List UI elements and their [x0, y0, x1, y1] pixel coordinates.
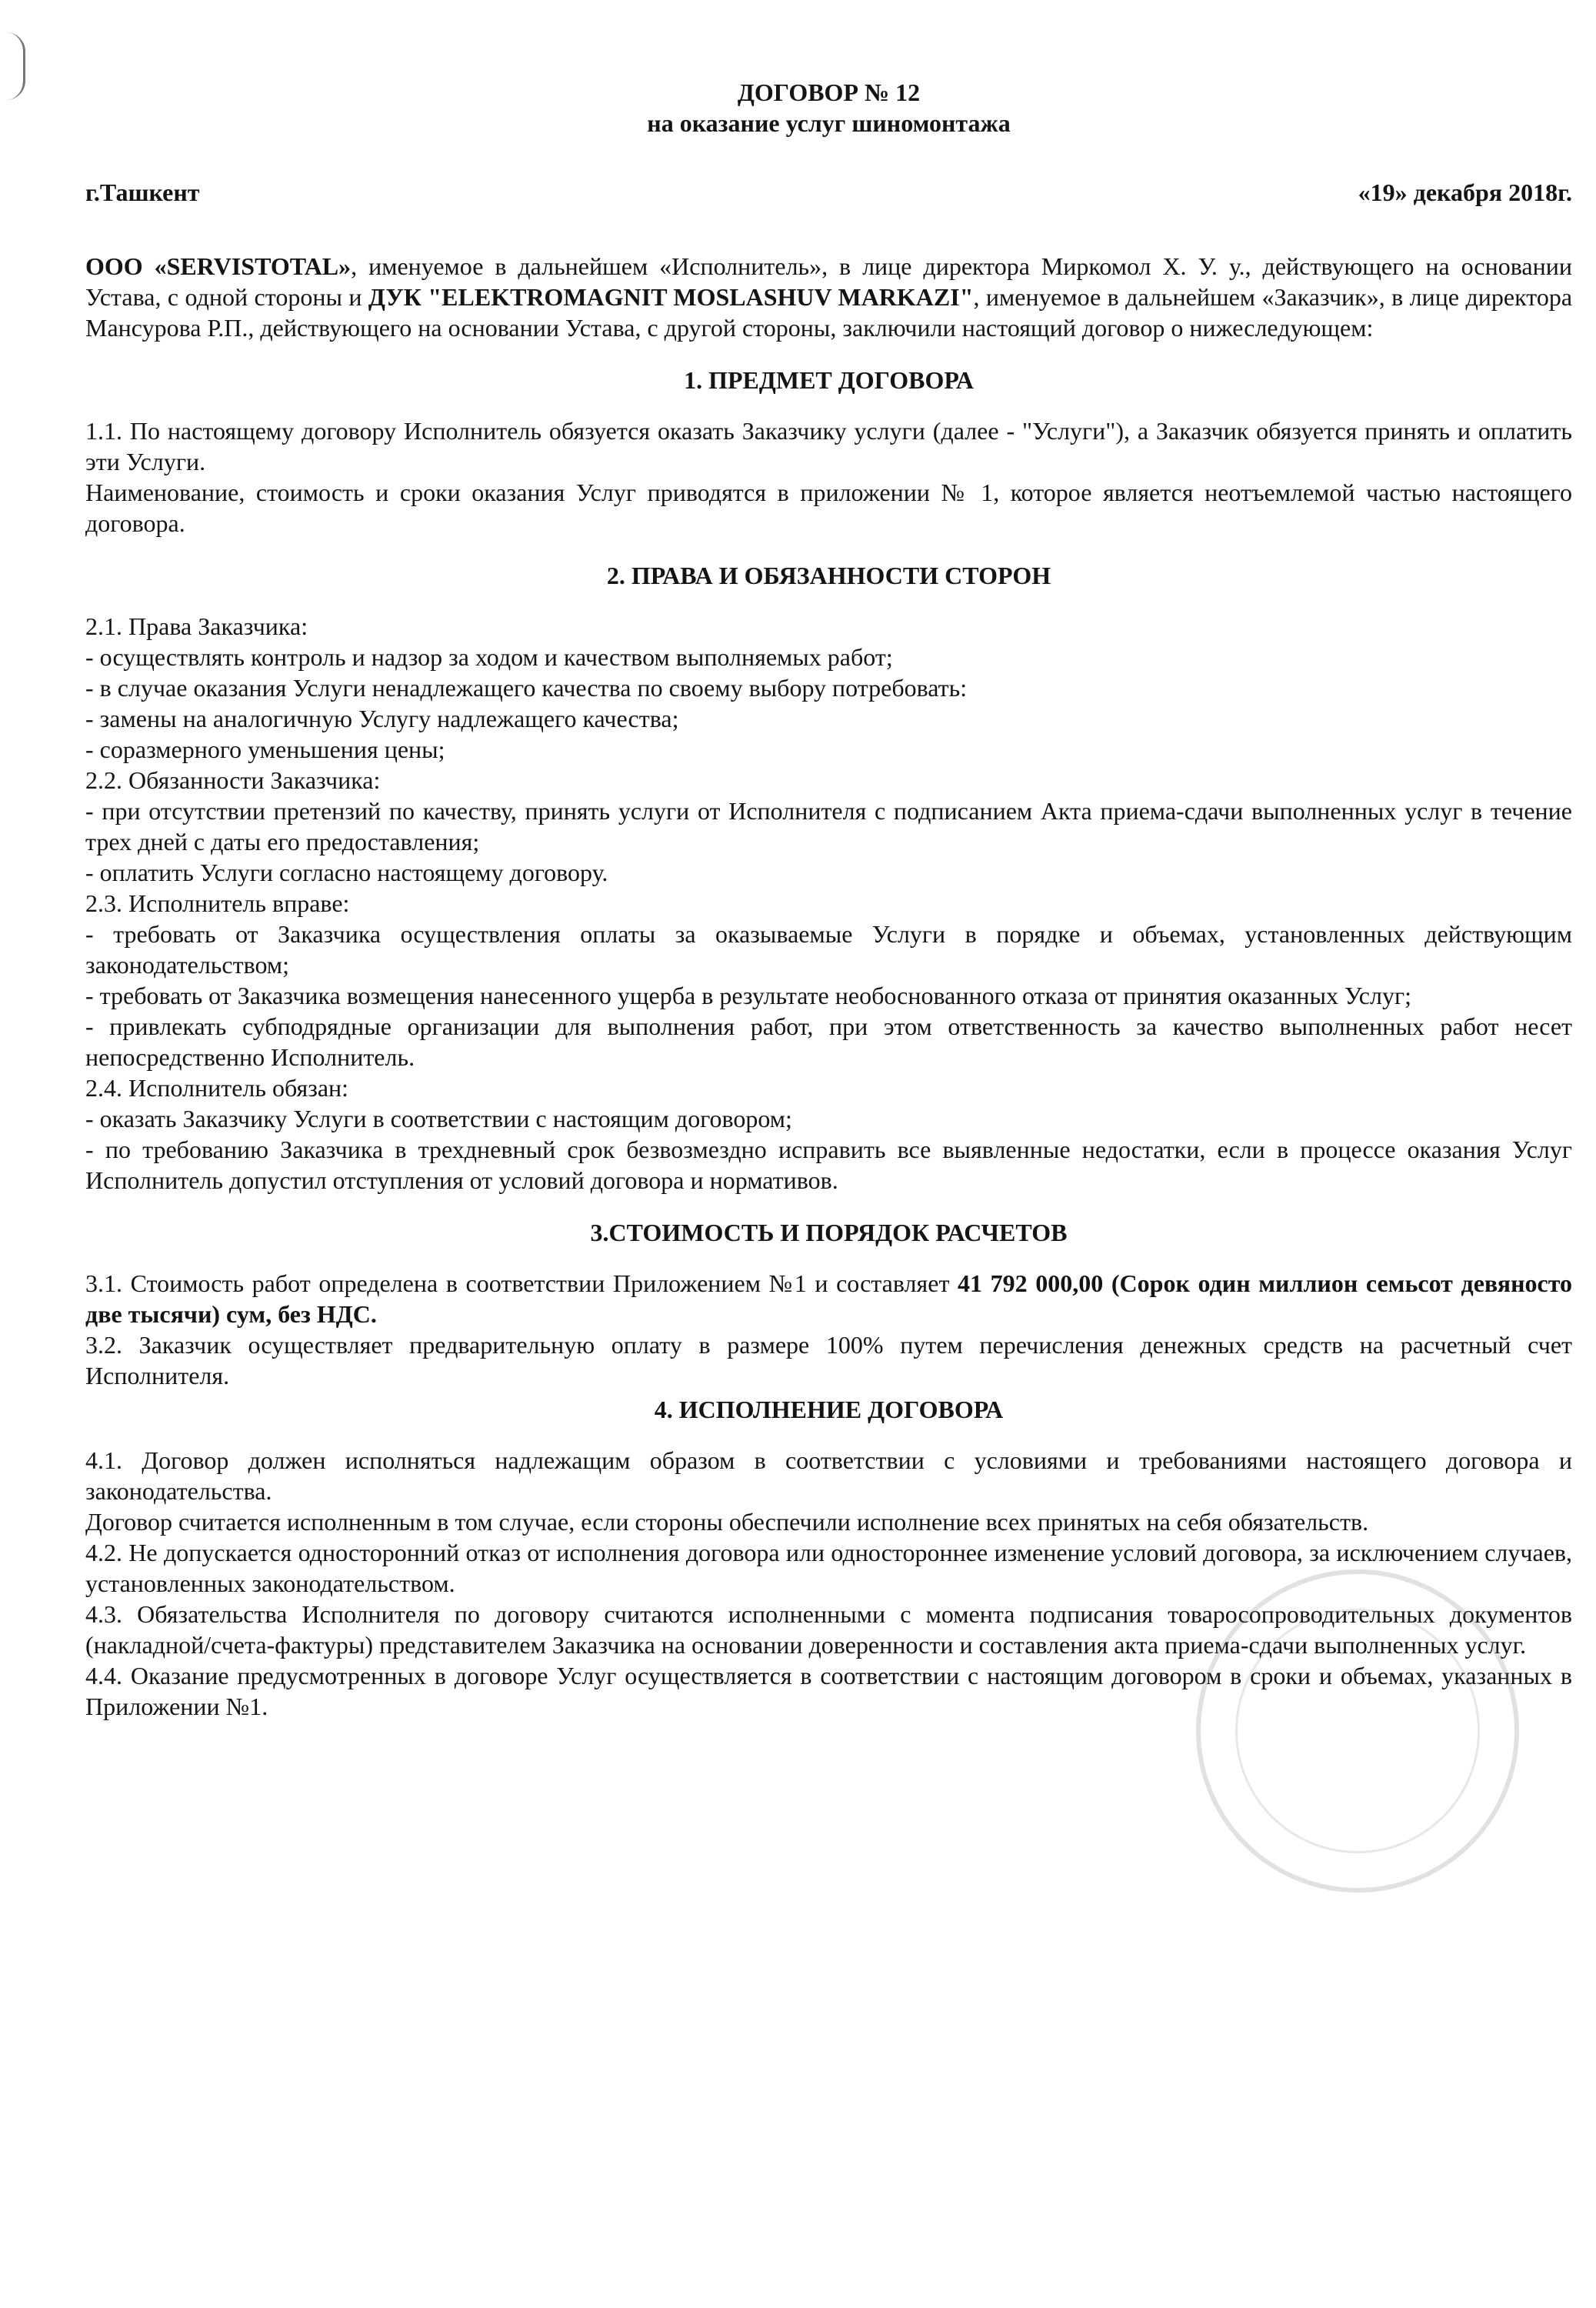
section-2-line: - оплатить Услуги согласно настоящему договору. [85, 859, 608, 886]
section-4-line: 4.1. Договор должен исполняться надлежащим образом в соответствии с условиями и требованиями настоящего договора и законодательства. [85, 1446, 1572, 1505]
party2-name: ДУК "ELEKTROMAGNIT MOSLASHUV MARKAZI" [368, 283, 974, 311]
preamble-text-1: , именуемое в дальнейшем «Исполнитель», в лице директора Миркомол Х. У. у., действующего на основании Устава, с одной стороны и [85, 252, 1573, 311]
company-stamp [1196, 1569, 1519, 1893]
section-2-line: 2.3. Исполнитель вправе: [85, 889, 350, 917]
section-2-line: - требовать от Заказчика возмещения нанесенного ущерба в результате необоснованного отказа от принятия оказанных Услуг; [85, 982, 1411, 1009]
section-4-title: 4. ИСПОЛНЕНИЕ ДОГОВОРА [654, 1396, 1004, 1423]
section-3-title: 3.СТОИМОСТЬ И ПОРЯДОК РАСЧЕТОВ [590, 1219, 1068, 1246]
scan-edge-mark [6, 32, 25, 100]
section-3-paragraph-2: 3.2. Заказчик осуществляет предварительную оплату в размере 100% путем перечисления денежных средств на расчетный счет Исполнителя. [85, 1331, 1572, 1389]
section-3-paragraph-1 [85, 1268, 1572, 1329]
section-2-line: - соразмерного уменьшения цены; [85, 735, 445, 763]
section-1-paragraph: 1.1. По настоящему договору Исполнитель обязуется оказать Заказчику услуги (далее - "Услуги"), а Заказчик обязуется принять и оплатить эти Услуги. [85, 417, 1572, 475]
section-4-line: 4.2. Не допускается односторонний отказ от исполнения договора или одностороннее изменение условий договора, за исключением случаев, установленных законодательством. [85, 1539, 1572, 1597]
place-date-row [85, 177, 1572, 208]
preamble-text-2: , именуемое в дальнейшем «Заказчик», в лице директора Мансурова Р.П., действующего на основании Устава, с другой стороны, заключили настоящий договор о нижеследующем: [85, 283, 1573, 342]
party1-name: ООО «SERVISTOTAL» [85, 252, 352, 280]
section-2-line: - привлекать субподрядные организации для выполнения работ, при этом ответственность за качество выполненных работ несет непосредственно Исполнитель. [85, 1012, 1572, 1071]
section-1-paragraph: Наименование, стоимость и сроки оказания Услуг приводятся в приложении № 1, которое является неотъемлемой частью настоящего договора. [85, 479, 1572, 537]
section-4-line: Договор считается исполненным в том случае, если стороны обеспечили исполнение всех принятых на себя обязательств. [85, 1508, 1369, 1536]
section-2-line: - оказать Заказчику Услуги в соответствии с настоящим договором; [85, 1105, 792, 1132]
section-2-line: 2.1. Права Заказчика: [85, 612, 308, 640]
section-2-line: - осуществлять контроль и надзор за ходом и качеством выполняемых работ; [85, 643, 893, 671]
cost-amount: 41 792 000,00 (Сорок один миллион семьсот девяносто две тысячи) сум, без НДС. [85, 1269, 1573, 1328]
contract-subtitle: на оказание услуг шиномонтажа [647, 109, 1011, 137]
section-2-line: - замены на аналогичную Услугу надлежащего качества; [85, 705, 679, 732]
section-4-line: 4.3. Обязательства Исполнителя по договору считаются исполненными с момента подписания товаросопроводительных документов (накладной/счета-фактуры) представителем Заказчика на основании доверенности и составления акта приема-сдачи выполненных услуг. [85, 1600, 1572, 1659]
section-2-title: 2. ПРАВА И ОБЯЗАННОСТИ СТОРОН [606, 562, 1051, 589]
preamble [85, 251, 1572, 343]
section-2-line: - в случае оказания Услуги ненадлежащего качества по своему выбору потребовать: [85, 674, 968, 702]
section-2-line: - требовать от Заказчика осуществления оплаты за оказываемые Услуги в порядке и объемах, установленных действующим законодательством; [85, 920, 1572, 979]
cost-text: 3.1. Стоимость работ определена в соответствии Приложением №1 и составляет [85, 1269, 958, 1297]
section-2-line: 2.4. Исполнитель обязан: [85, 1074, 349, 1102]
section-4-line: 4.4. Оказание предусмотренных в договоре Услуг осуществляется в соответствии с настоящим договором в сроки и объемах, указанных в Приложении №1. [85, 1662, 1572, 1720]
contract-date: «19» декабря 2018г. [1358, 178, 1572, 206]
section-1-title: 1. ПРЕДМЕТ ДОГОВОРА [684, 366, 974, 394]
contract-title: ДОГОВОР № 12 [737, 78, 921, 106]
section-2-line: 2.2. Обязанности Заказчика: [85, 766, 381, 794]
contract-city: г.Ташкент [85, 178, 200, 206]
section-2-line: - при отсутствии претензий по качеству, принять услуги от Исполнителя с подписанием Акта приема-сдачи выполненных услуг в течение трех дней с даты его предоставления; [85, 797, 1572, 855]
section-2-line: - по требованию Заказчика в трехдневный срок безвозмездно исправить все выявленные недостатки, если в процессе оказания Услуг Исполнитель допустил отступления от условий договора и нормативов. [85, 1136, 1572, 1194]
